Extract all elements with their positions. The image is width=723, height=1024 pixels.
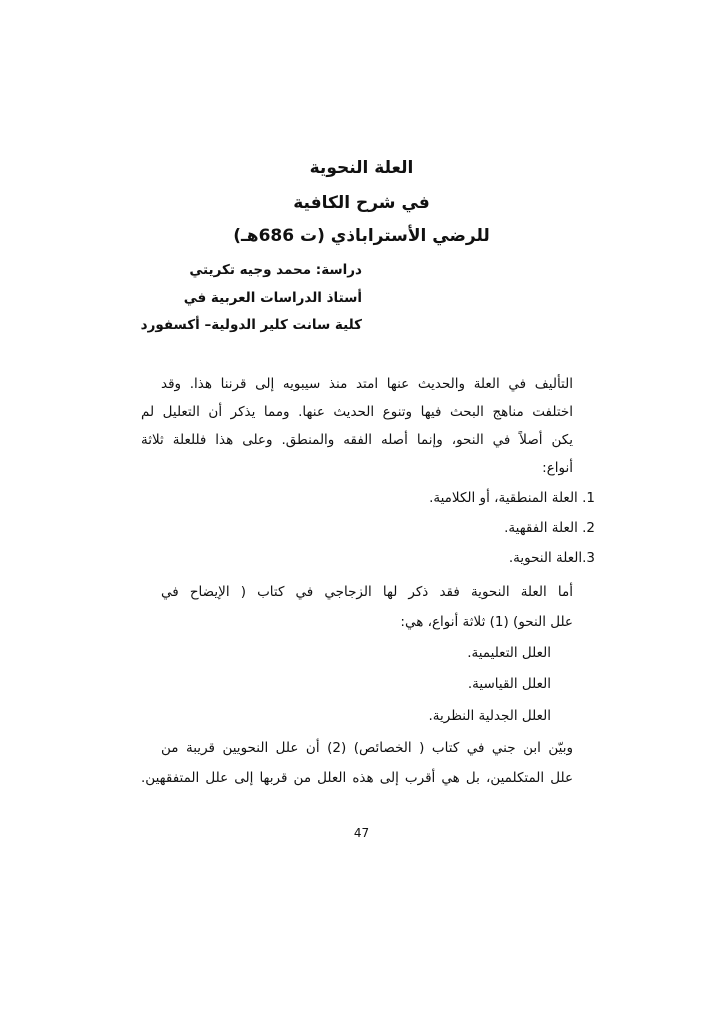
paragraph-2-line-1: أما العلة النحوية فقد ذكر لها الزجاجي في كتاب ( الإيضاح في: [161, 584, 573, 600]
paragraph-2-line-2: علل النحو) (1) ثلاثة أنواع، هي:: [400, 614, 573, 630]
paragraph-3-line-1: وبيّن ابن جني في كتاب ( الخصائص) (2) أن علل النحويين قريبة من: [161, 740, 573, 756]
title-line-2: في شرح الكافية: [293, 193, 430, 213]
list-2-item-3: العلل الجدلية النظرية.: [428, 708, 551, 724]
paragraph-1-line-4: أنواع:: [542, 460, 573, 476]
list-1-item-3: 3.العلة النحوية.: [508, 550, 595, 566]
list-2-item-1: العلل التعليمية.: [467, 645, 551, 661]
paragraph-1-line-1: التأليف في العلة والحديث عنها امتد منذ سيبويه إلى قرننا هذا. وقد: [161, 376, 573, 392]
paragraph-3-line-2: علل المتكلمين، بل هي أقرب إلى هذه العلل من قربها إلى علل المتفقهين.: [141, 770, 573, 786]
list-1-item-1: 1. العلة المنطقية، أو الكلامية.: [429, 490, 595, 506]
paragraph-1-line-3: يكن أصلاً في النحو، وإنما أصله الفقه والمنطق. وعلى هذا فللعلة ثلاثة: [141, 432, 573, 448]
author-line-1: دراسة: محمد وجيه تكريتي: [189, 262, 362, 278]
list-1-item-2: 2. العلة الفقهية.: [504, 520, 595, 536]
author-line-2: أستاذ الدراسات العربية في: [183, 290, 362, 306]
list-2-item-2: العلل القياسية.: [467, 676, 551, 692]
title-line-1: العلة النحوية: [309, 158, 414, 178]
title-line-3: للرضي الأستراباذي (ت 686هـ): [233, 226, 490, 246]
author-line-3: كلية سانت كلير الدولية– أكسفورد: [140, 317, 362, 333]
page-number: 47: [353, 826, 370, 840]
paragraph-1-line-2: اختلفت مناهج البحث فيها وتنوع الحديث عنها. ومما يذكر أن التعليل لم: [141, 404, 573, 420]
